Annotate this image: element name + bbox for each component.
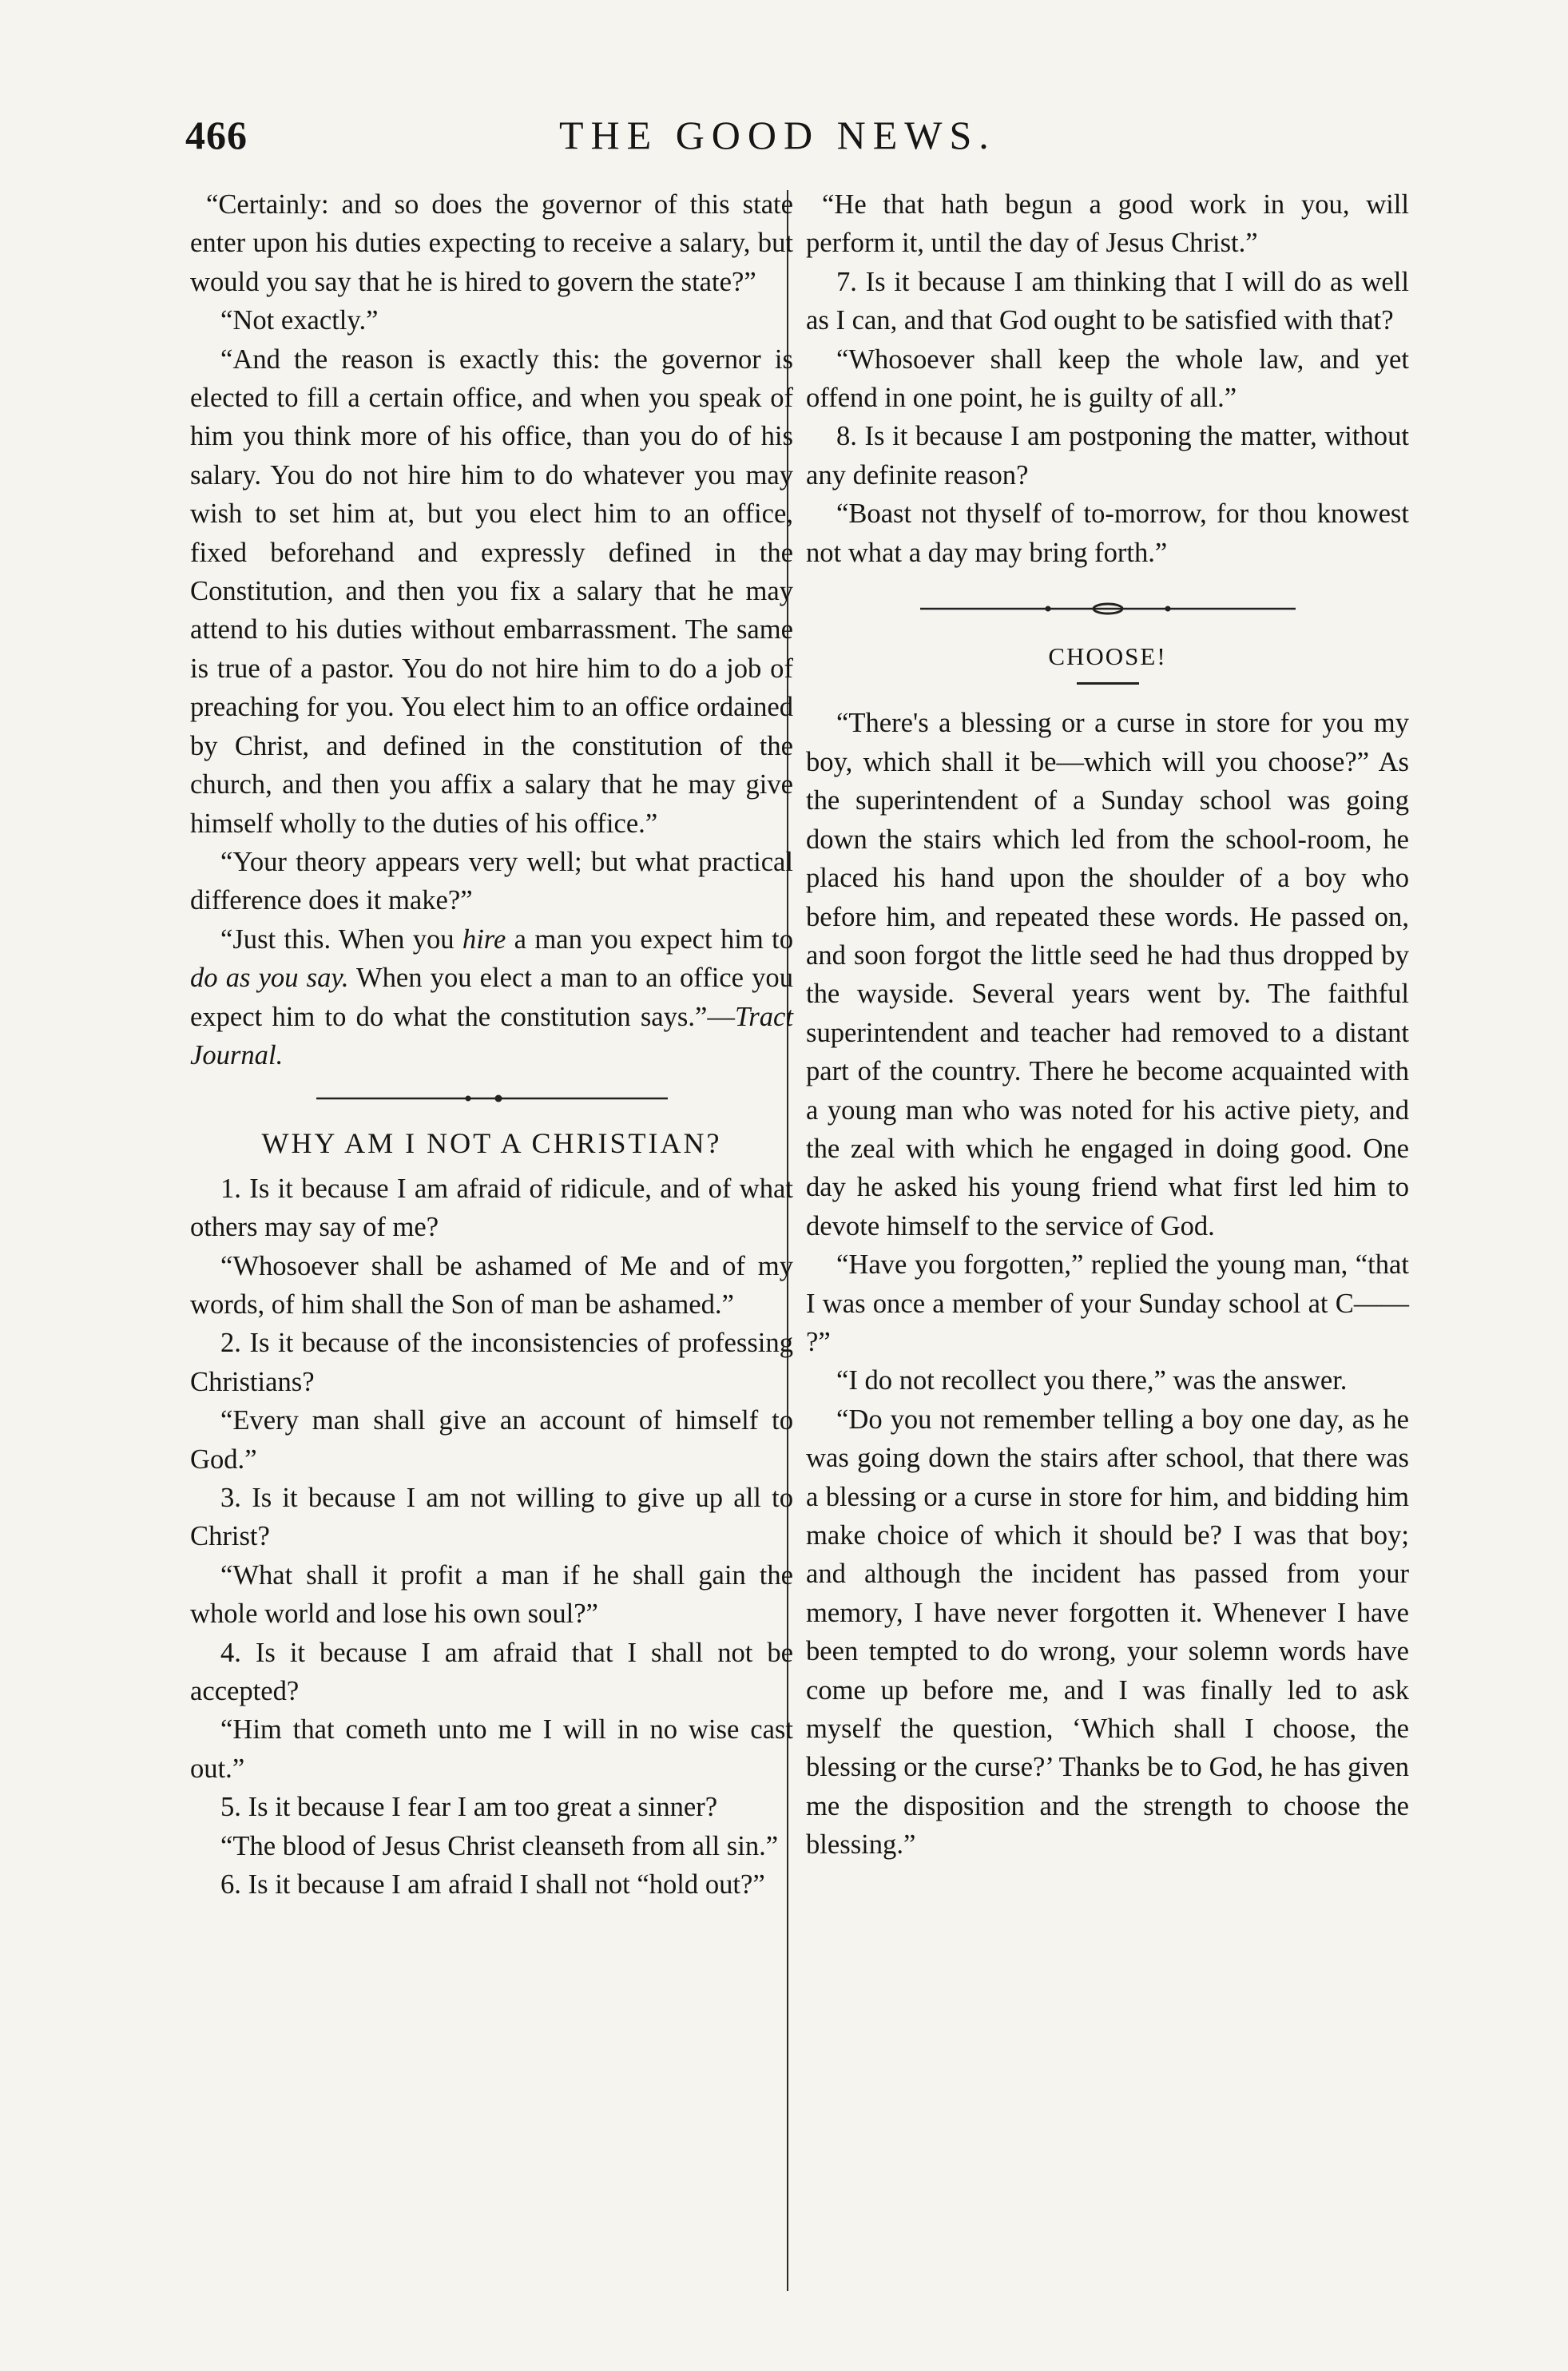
question-paragraph: 5. Is it because I fear I am too great a sinner? xyxy=(220,1792,718,1823)
scripture-paragraph: “The blood of Jesus Christ cleanseth from all sin.” xyxy=(220,1830,779,1861)
section-ornament-rule xyxy=(920,601,1296,617)
scripture-paragraph: “Whosoever shall keep the whole law, and yet offend in one point, he is guilty of all.” xyxy=(806,344,1409,414)
article-paragraph: “There's a blessing or a curse in store for you my boy, which shall it be—which will you choose?” As the superintendent of a Sunday school was going down the stairs which led from the school-room, he placed his hand upon the shoulder of a boy who before him, and repeated these words. He passed on, and soon forgot the little seed he had thus dropped by the wayside. Several years went by. The faithful superintendent and teacher had removed to a distant part of the country. There he become acquainted with a young man who was noted for his active piety, and the zeal with which he engaged in doing good. One day he asked his young friend what first led him to devote himself to the service of God. xyxy=(806,708,1409,1241)
section-heading-why-christian: WHY AM I NOT A CHRISTIAN? xyxy=(261,1127,722,1160)
question-paragraph: 7. Is it because I am thinking that I will do as well as I can, and that God ought to be satisfied with that? xyxy=(806,266,1409,336)
left-column xyxy=(190,185,793,1904)
running-title: THE GOOD NEWS. xyxy=(559,113,996,157)
question-paragraph: 3. Is it because I am not willing to give up all to Christ? xyxy=(190,1483,793,1552)
scripture-paragraph: “Every man shall give an account of himself to God.” xyxy=(190,1405,793,1475)
scripture-paragraph: “Him that cometh unto me I will in no wise cast out.” xyxy=(190,1714,793,1784)
scripture-paragraph: “What shall it profit a man if he shall gain the whole world and lose his own soul?” xyxy=(190,1559,793,1630)
emphasis-run: do as you say. xyxy=(190,963,349,994)
scripture-paragraph: “He that hath begun a good work in you, will perform it, until the day of Jesus Christ.” xyxy=(806,189,1409,259)
article-paragraph: “I do not recollect you there,” was the answer. xyxy=(836,1365,1348,1396)
section-heading-choose: CHOOSE! xyxy=(1048,642,1167,671)
question-paragraph: 2. Is it because of the inconsistencies of professing Christians? xyxy=(190,1328,793,1397)
article-paragraph: “And the reason is exactly this: the governor is elected to fill a certain office, and when you speak of him you think more of his office, than you do of his salary. You do not hire him to do whatever you may wish to set him at, but you elect him to an office, fixed beforehand and expressly defined in the Constitution, and then you fix a salary that he may attend to his duties without embarrassment. The same is true of a pastor. You do not hire him to do a job of preaching for you. You elect him to an office ordained by Christ, and defined in the constitution of the church, and then you affix a salary that he may give himself wholly to the duties of his office.” xyxy=(190,344,793,839)
article-source: Tract Journal. xyxy=(190,1001,793,1070)
article-paragraph: “Do you not remember telling a boy one day, as he was going down the stairs after school, that there was a blessing or a curse in store for him, and bidding him make choice of which it should be? I was that boy; and although the incident has passed from your memory, I have never forgotten it. Whenever I have been tempted to do wrong, your solemn words have come up before me, and I was finally led to ask myself the question, ‘Which shall I choose, the blessing or the curse?’ Thanks be to God, he has given me the disposition and the strength to choose the blessing.” xyxy=(806,1404,1409,1861)
article-paragraph: “Not exactly.” xyxy=(220,305,379,336)
page-number: 466 xyxy=(185,113,248,157)
question-paragraph: 6. Is it because I am afraid I shall not “hold out?” xyxy=(220,1869,765,1900)
question-paragraph: 4. Is it because I am afraid that I shall not be accepted? xyxy=(190,1637,793,1707)
question-paragraph: 1. Is it because I am afraid of ridicule, and of what others may say of me? xyxy=(190,1173,793,1243)
question-paragraph: 8. Is it because I am postponing the matter, without any definite reason? xyxy=(806,421,1409,490)
emphasis-run: hire xyxy=(462,923,506,955)
article-paragraph: “Your theory appears very well; but what practical difference does it make?” xyxy=(190,846,793,916)
article-paragraph: “Certainly: and so does the governor of this state enter upon his duties expecting to receive a salary, but would you say that he is hired to govern the state?” xyxy=(190,189,793,297)
text-run: a man you expect him to xyxy=(506,923,793,955)
text-run: When you elect a man to an office you expect him to do what the constitution says.”— xyxy=(190,963,794,1032)
page-header xyxy=(0,112,1568,168)
article-paragraph: “Have you forgotten,” replied the young man, “that I was once a member of your Sunday school at C—— ?” xyxy=(806,1249,1409,1357)
scripture-paragraph: “Whosoever shall be ashamed of Me and of my words, of him shall the Son of man be ashamed.” xyxy=(190,1250,793,1320)
text-run: “Just this. When you xyxy=(220,923,462,955)
section-ornament-rule xyxy=(316,1090,668,1106)
right-column xyxy=(806,185,1409,1865)
article-final-paragraph xyxy=(190,920,793,1075)
heading-underline xyxy=(1077,682,1139,685)
scripture-paragraph: “Boast not thyself of to-morrow, for thou knowest not what a day may bring forth.” xyxy=(806,498,1409,568)
